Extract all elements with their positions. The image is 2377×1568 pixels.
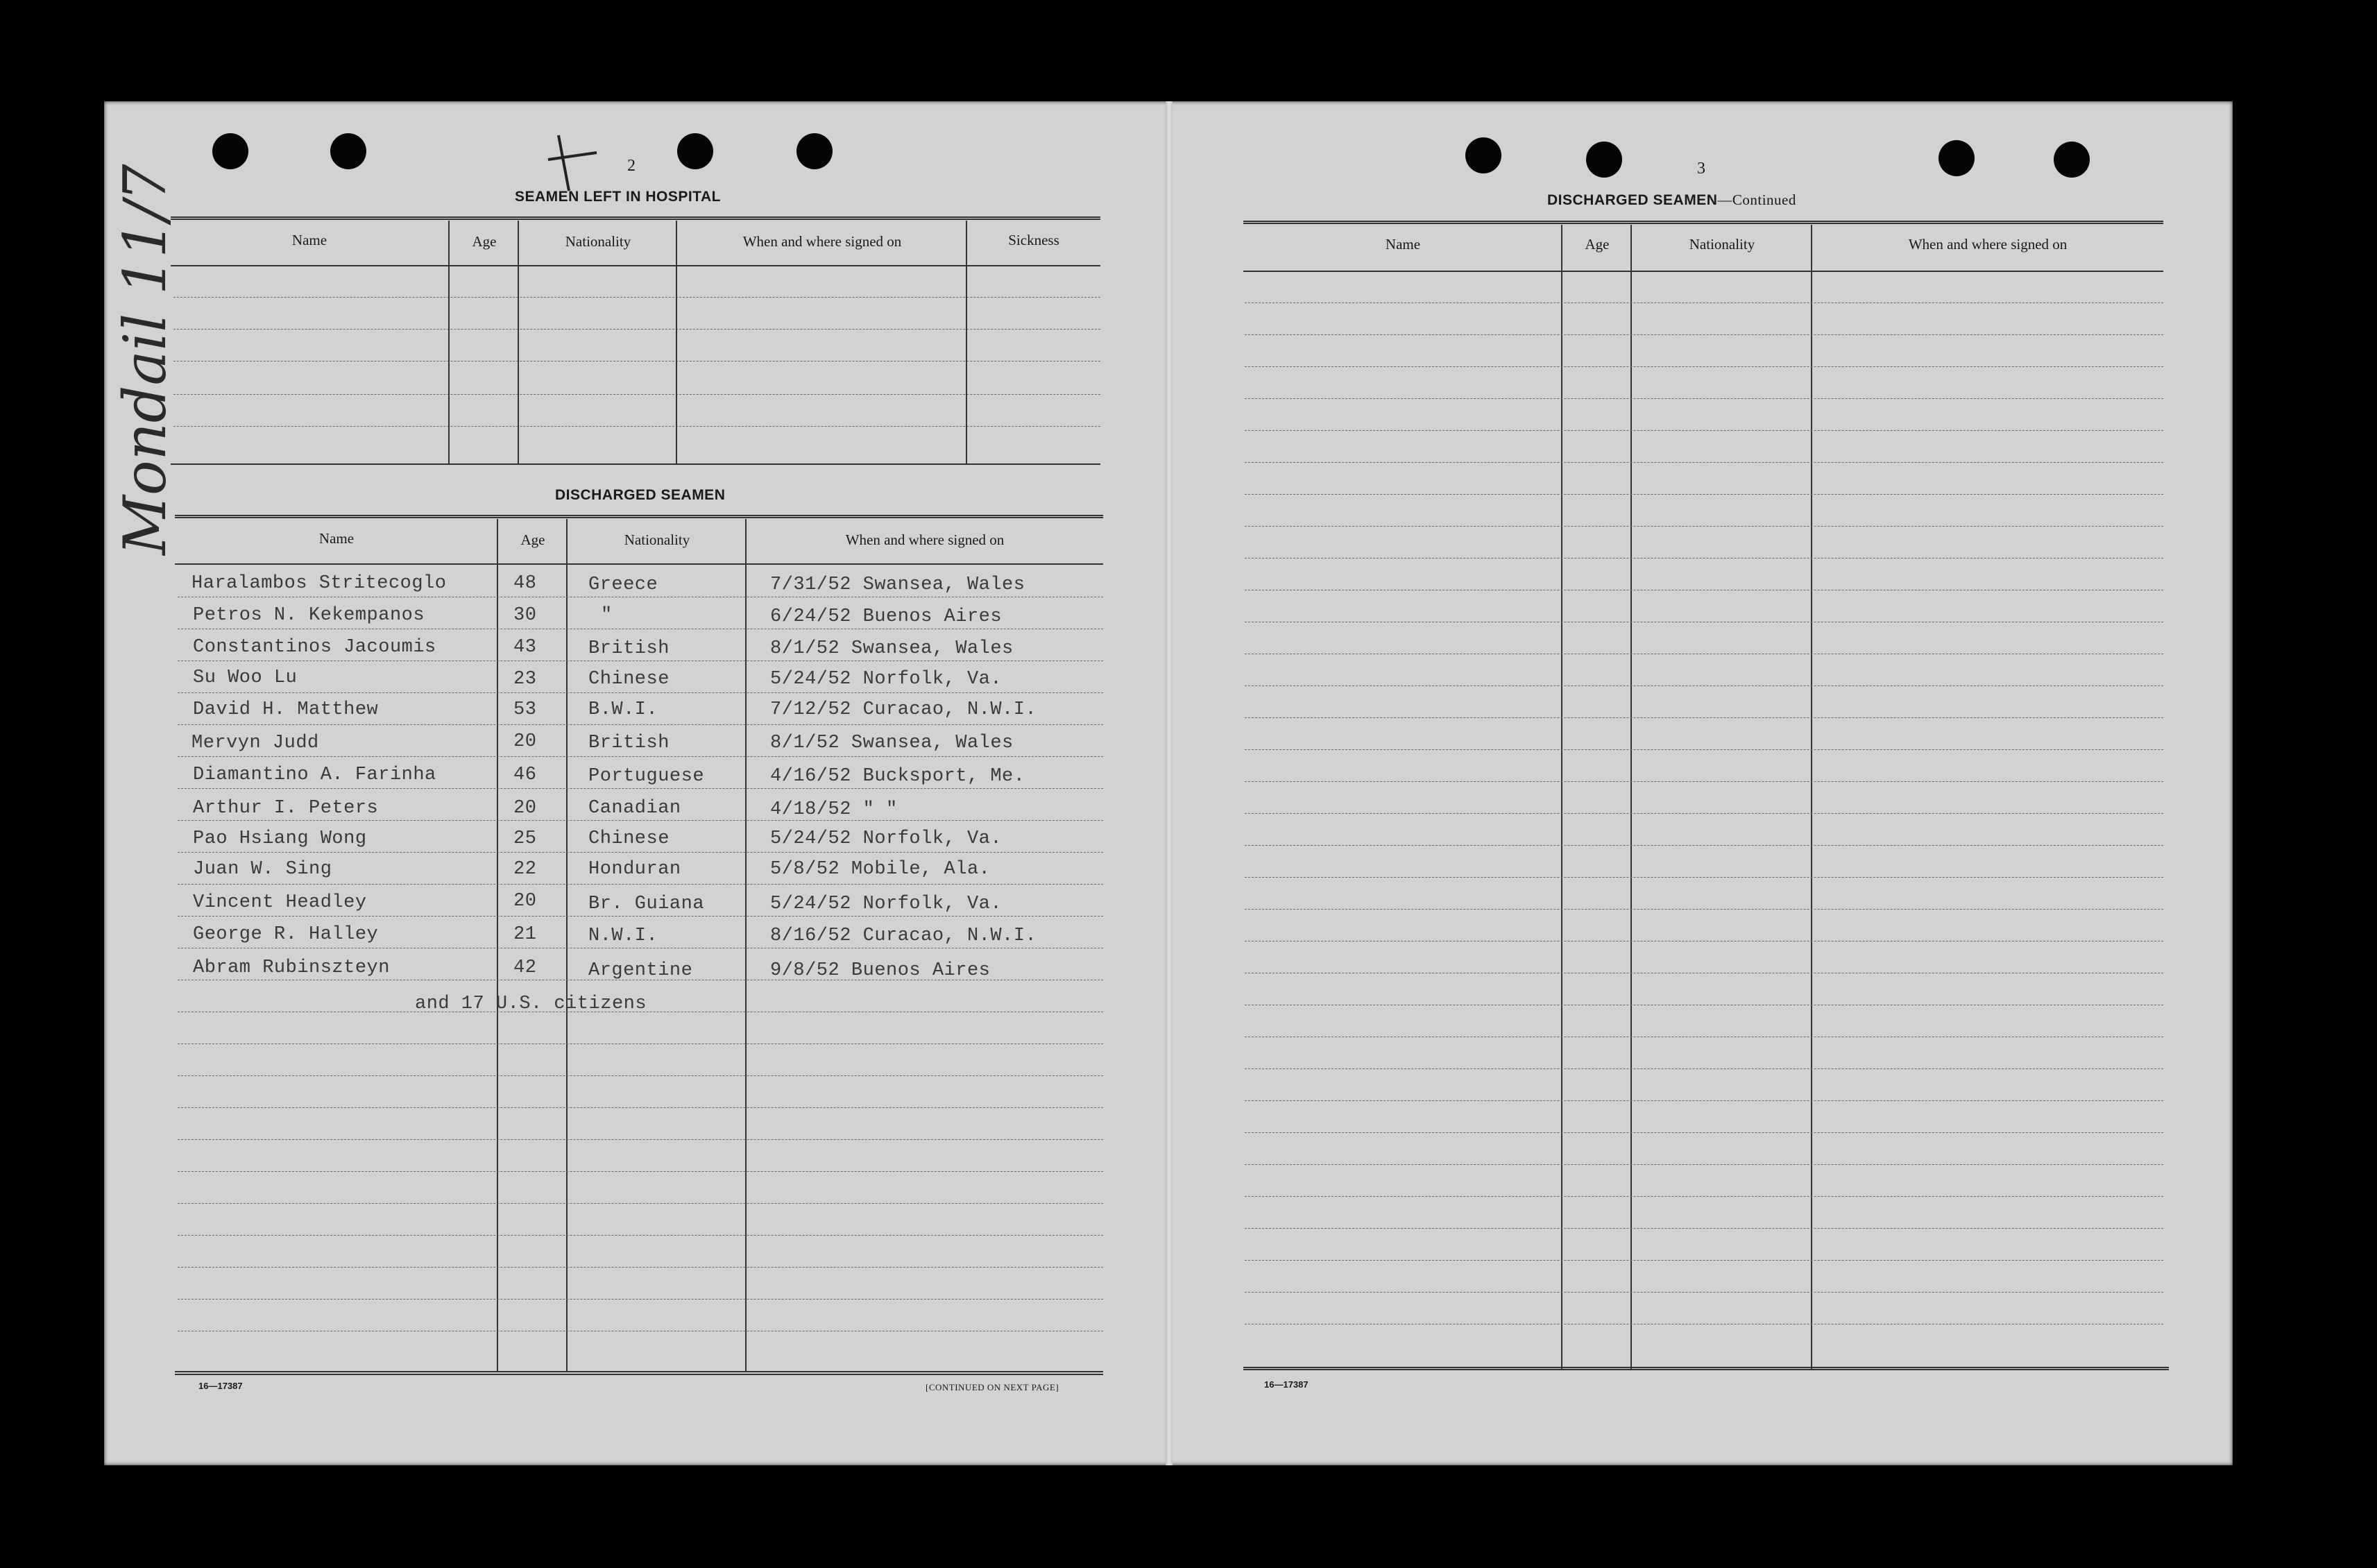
seaman-nationality: N.W.I. bbox=[588, 926, 658, 946]
seaman-age: 48 bbox=[513, 573, 537, 594]
hospital-col-divider bbox=[518, 221, 519, 463]
check-mark-icon bbox=[541, 132, 604, 194]
discharged-row-rule bbox=[178, 916, 1103, 917]
right-row-rule bbox=[1245, 398, 2163, 399]
seaman-nationality: Portuguese bbox=[588, 766, 705, 787]
hospital-section-title: SEAMEN LEFT IN HOSPITAL bbox=[515, 189, 721, 205]
seaman-name: Su Woo Lu bbox=[193, 667, 298, 688]
seaman-nationality: Honduran bbox=[588, 859, 681, 880]
seaman-signed-on: 5/8/52 Mobile, Ala. bbox=[770, 859, 991, 880]
right-page bbox=[1168, 101, 2233, 1465]
discharged-col-divider bbox=[497, 519, 498, 1372]
hospital-row-rule bbox=[173, 426, 1100, 427]
right-row-rule bbox=[1245, 462, 2163, 463]
seaman-signed-on: 5/24/52 Norfolk, Va. bbox=[770, 828, 1003, 849]
seaman-nationality: Greece bbox=[588, 574, 658, 595]
seaman-name: Mervyn Judd bbox=[191, 733, 319, 753]
discharged-row-rule bbox=[178, 1043, 1103, 1044]
right-row-rule bbox=[1245, 685, 2163, 686]
right-col-signed: When and where signed on bbox=[1908, 236, 2068, 253]
seaman-signed-on: 6/24/52 Buenos Aires bbox=[770, 606, 1003, 627]
seaman-name: Constantinos Jacoumis bbox=[193, 637, 436, 658]
right-row-rule bbox=[1245, 430, 2163, 431]
seaman-name: Arthur I. Peters bbox=[193, 798, 379, 819]
right-row-rule bbox=[1245, 845, 2163, 846]
right-row-rule bbox=[1245, 558, 2163, 559]
seaman-name: Petros N. Kekempanos bbox=[193, 605, 425, 626]
hospital-row-rule bbox=[173, 394, 1100, 395]
seaman-signed-on: 4/16/52 Bucksport, Me. bbox=[770, 766, 1025, 787]
seaman-nationality: British bbox=[588, 638, 670, 659]
seaman-signed-on: 8/1/52 Swansea, Wales bbox=[770, 638, 1014, 659]
hospital-col-nationality: Nationality bbox=[565, 233, 631, 250]
seaman-signed-on: 4/18/52 " " bbox=[770, 799, 898, 820]
hospital-table-top-rule bbox=[171, 216, 1100, 220]
seaman-name: Juan W. Sing bbox=[193, 859, 332, 880]
discharged-row-rule bbox=[178, 788, 1103, 789]
page-gutter bbox=[1166, 101, 1173, 1465]
right-row-rule bbox=[1245, 1164, 2163, 1165]
discharged-row-rule bbox=[178, 852, 1103, 853]
discharged-col-signed: When and where signed on bbox=[845, 531, 1005, 548]
seaman-age: 43 bbox=[513, 637, 537, 658]
discharged-col-nationality: Nationality bbox=[624, 531, 690, 548]
seaman-signed-on: 7/12/52 Curacao, N.W.I. bbox=[770, 699, 1037, 720]
page-number-right: 3 bbox=[1697, 160, 1705, 178]
seaman-signed-on: 8/16/52 Curacao, N.W.I. bbox=[770, 926, 1037, 946]
us-citizens-note: and 17 U.S. citizens bbox=[415, 994, 647, 1014]
seaman-name: Pao Hsiang Wong bbox=[193, 828, 367, 849]
seaman-nationality: Argentine bbox=[588, 960, 693, 981]
form-number-right: 16—17387 bbox=[1264, 1379, 1309, 1390]
seaman-signed-on: 5/24/52 Norfolk, Va. bbox=[770, 894, 1003, 914]
seaman-age: 22 bbox=[513, 859, 537, 880]
right-row-rule bbox=[1245, 302, 2163, 303]
seaman-age: 53 bbox=[513, 699, 537, 720]
discharged-row-rule bbox=[178, 1203, 1103, 1204]
hospital-row-rule bbox=[173, 297, 1100, 298]
discharged-continued-title-text: DISCHARGED SEAMEN bbox=[1547, 192, 1718, 208]
discharged-section-title: DISCHARGED SEAMEN bbox=[555, 487, 726, 503]
punch-hole bbox=[677, 133, 713, 169]
discharged-row-rule bbox=[178, 1171, 1103, 1172]
right-row-rule bbox=[1245, 1100, 2163, 1101]
right-bottom-rule bbox=[1243, 1367, 2169, 1370]
punch-hole bbox=[796, 133, 833, 169]
seaman-nationality: Chinese bbox=[588, 828, 670, 849]
seaman-age: 25 bbox=[513, 828, 537, 849]
seaman-signed-on: 7/31/52 Swansea, Wales bbox=[770, 574, 1025, 595]
right-header-rule bbox=[1243, 271, 2163, 272]
hospital-col-divider bbox=[448, 221, 450, 463]
seaman-age: 46 bbox=[513, 765, 537, 785]
seaman-nationality: Br. Guiana bbox=[588, 894, 705, 914]
discharged-row-rule bbox=[178, 1267, 1103, 1268]
hospital-col-sickness: Sickness bbox=[1008, 232, 1059, 248]
seaman-nationality: British bbox=[588, 733, 670, 753]
seaman-name: Haralambos Stritecoglo bbox=[191, 573, 447, 594]
punch-hole bbox=[212, 133, 248, 169]
right-col-name: Name bbox=[1385, 236, 1421, 253]
discharged-col-divider bbox=[566, 519, 568, 1372]
page-number-left: 2 bbox=[627, 157, 636, 175]
right-row-rule bbox=[1245, 749, 2163, 750]
seaman-signed-on: 5/24/52 Norfolk, Va. bbox=[770, 669, 1003, 690]
seaman-name: Diamantino A. Farinha bbox=[193, 765, 436, 785]
right-row-rule bbox=[1245, 494, 2163, 495]
punch-hole bbox=[2054, 142, 2090, 178]
seaman-signed-on: 9/8/52 Buenos Aires bbox=[770, 960, 991, 981]
seaman-age: 20 bbox=[513, 731, 537, 752]
discharged-header-rule bbox=[175, 563, 1103, 565]
seaman-name: David H. Matthew bbox=[193, 699, 379, 720]
hospital-bottom-rule bbox=[171, 463, 1100, 465]
right-row-rule bbox=[1245, 334, 2163, 335]
right-col-age: Age bbox=[1585, 236, 1610, 253]
form-number-left: 16—17387 bbox=[198, 1381, 243, 1391]
right-row-rule bbox=[1245, 717, 2163, 718]
handwritten-margin-note: Mondail 11/7 bbox=[111, 164, 179, 555]
discharged-row-rule bbox=[178, 692, 1103, 693]
right-row-rule bbox=[1245, 1196, 2163, 1197]
seaman-name: Abram Rubinszteyn bbox=[193, 957, 390, 978]
seaman-age: 30 bbox=[513, 605, 537, 626]
right-col-divider bbox=[1561, 225, 1562, 1370]
discharged-row-rule bbox=[178, 1107, 1103, 1108]
discharged-row-rule bbox=[178, 820, 1103, 821]
right-row-rule bbox=[1245, 1132, 2163, 1133]
punch-hole bbox=[1586, 142, 1622, 178]
discharged-row-rule bbox=[178, 884, 1103, 885]
seaman-age: 20 bbox=[513, 798, 537, 819]
seaman-age: 42 bbox=[513, 957, 537, 978]
hospital-col-age: Age bbox=[472, 233, 497, 250]
seaman-name: Vincent Headley bbox=[193, 892, 367, 913]
hospital-col-divider bbox=[676, 221, 677, 463]
hospital-col-signed: When and where signed on bbox=[742, 233, 902, 250]
right-row-rule bbox=[1245, 526, 2163, 527]
right-row-rule bbox=[1245, 909, 2163, 910]
discharged-col-divider bbox=[745, 519, 747, 1372]
discharged-row-rule bbox=[178, 724, 1103, 725]
seaman-age: 20 bbox=[513, 891, 537, 912]
hospital-col-divider bbox=[966, 221, 967, 463]
right-table-top-rule bbox=[1243, 221, 2163, 224]
right-row-rule bbox=[1245, 1068, 2163, 1069]
right-col-nationality: Nationality bbox=[1689, 236, 1755, 253]
discharged-table-top-rule bbox=[175, 515, 1103, 518]
right-row-rule bbox=[1245, 1292, 2163, 1293]
seaman-name: George R. Halley bbox=[193, 924, 379, 945]
right-row-rule bbox=[1245, 877, 2163, 878]
hospital-col-name: Name bbox=[291, 232, 327, 248]
right-row-rule bbox=[1245, 813, 2163, 814]
discharged-continued-title bbox=[1547, 191, 1796, 209]
punch-hole bbox=[330, 133, 366, 169]
hospital-row-rule bbox=[173, 329, 1100, 330]
seaman-nationality: B.W.I. bbox=[588, 699, 658, 720]
right-row-rule bbox=[1245, 1228, 2163, 1229]
right-row-rule bbox=[1245, 366, 2163, 367]
discharged-bottom-rule bbox=[175, 1371, 1103, 1372]
right-col-divider bbox=[1630, 225, 1632, 1370]
discharged-row-rule bbox=[178, 1075, 1103, 1076]
discharged-row-rule bbox=[178, 1235, 1103, 1236]
punch-hole bbox=[1465, 137, 1501, 173]
hospital-header-rule bbox=[171, 265, 1100, 266]
discharged-col-age: Age bbox=[520, 531, 545, 548]
right-col-divider bbox=[1811, 225, 1812, 1370]
continued-note: [CONTINUED ON NEXT PAGE] bbox=[926, 1382, 1059, 1392]
seaman-signed-on: 8/1/52 Swansea, Wales bbox=[770, 733, 1014, 753]
discharged-row-rule bbox=[178, 1139, 1103, 1140]
discharged-col-name: Name bbox=[318, 530, 355, 547]
seaman-nationality: Chinese bbox=[588, 669, 670, 690]
discharged-row-rule bbox=[178, 756, 1103, 757]
right-row-rule bbox=[1245, 1260, 2163, 1261]
seaman-age: 21 bbox=[513, 924, 537, 945]
punch-hole bbox=[1939, 140, 1975, 176]
seaman-nationality: " bbox=[601, 605, 613, 626]
left-footer-rule bbox=[175, 1374, 1103, 1375]
discharged-continued-suffix: —Continued bbox=[1717, 191, 1796, 208]
seaman-nationality: Canadian bbox=[588, 798, 681, 819]
right-row-rule bbox=[1245, 781, 2163, 782]
seaman-age: 23 bbox=[513, 669, 537, 690]
